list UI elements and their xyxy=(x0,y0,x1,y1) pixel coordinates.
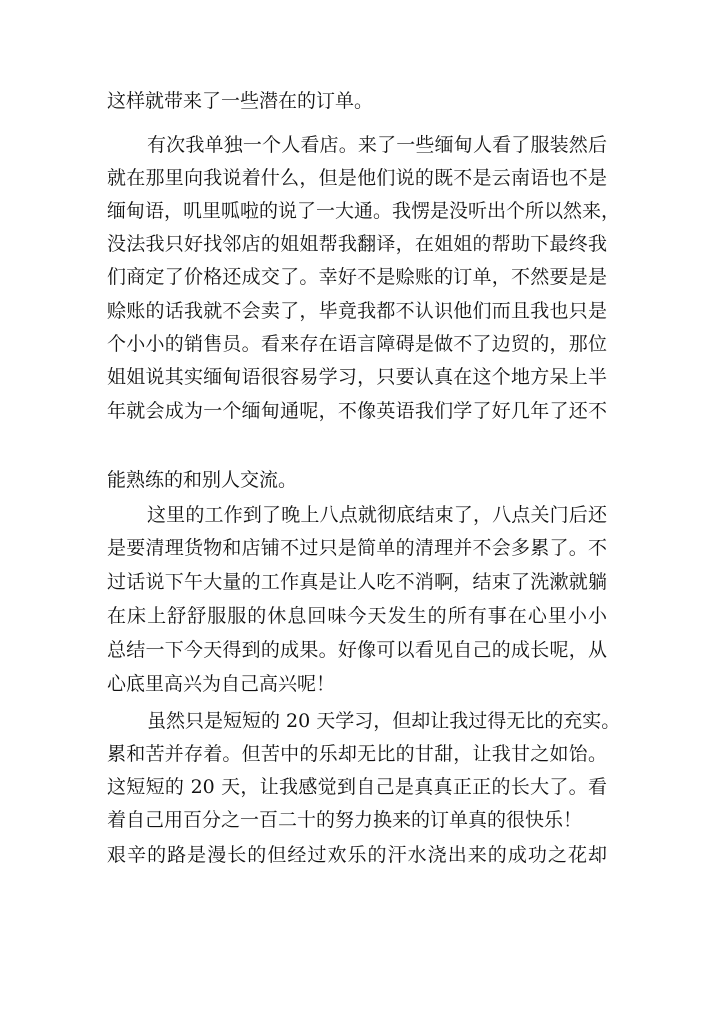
text-line: 这里的工作到了晚上八点就彻底结束了，八点关门后还 xyxy=(147,504,607,526)
text-line: 艰辛的路是漫长的但经过欢乐的汗水浇出来的成功之花却 xyxy=(107,844,607,866)
text-line: 个小小的销售员。看来存在语言障碍是做不了边贸的，那位 xyxy=(107,333,607,355)
text-line: 赊账的话我就不会卖了，毕竟我都不认识他们而且我也只是 xyxy=(107,300,607,322)
text-line: 们商定了价格还成交了。幸好不是赊账的订单，不然要是是 xyxy=(107,266,607,288)
text-line: 这样就带来了一些潜在的订单。 xyxy=(107,90,374,112)
text-line: 就在那里向我说着什么，但是他们说的既不是云南语也不是 xyxy=(107,167,607,189)
text-line: 心底里高兴为自己高兴呢！ xyxy=(107,673,336,695)
text-line: 能熟练的和别人交流。 xyxy=(107,469,298,491)
text-line: 过话说下午大量的工作真是让人吃不消啊，结束了洗漱就躺 xyxy=(107,571,607,593)
text-line: 在床上舒舒服服的休息回味今天发生的所有事在心里小小 xyxy=(107,605,607,627)
text-line: 是要清理货物和店铺不过只是简单的清理并不会多累了。不 xyxy=(107,537,607,559)
text-line: 姐姐说其实缅甸语很容易学习，只要认真在这个地方呆上半 xyxy=(107,366,607,388)
text-line: 虽然只是短短的 20 天学习，但却让我过得无比的充实。 xyxy=(147,710,621,732)
text-line: 年就会成为一个缅甸通呢，不像英语我们学了好几年了还不 xyxy=(107,400,607,422)
text-line: 没法我只好找邻店的姐姐帮我翻译，在姐姐的帮助下最终我 xyxy=(107,233,607,255)
text-line: 总结一下今天得到的成果。好像可以看见自己的成长呢，从 xyxy=(107,639,607,661)
text-line: 累和苦并存着。但苦中的乐却无比的甘甜，让我甘之如饴。 xyxy=(107,743,607,765)
text-line: 缅甸语，叽里呱啦的说了一大通。我愣是没听出个所以然来， xyxy=(107,200,621,222)
text-line: 这短短的 20 天，让我感觉到自己是真真正正的长大了。看 xyxy=(107,776,607,798)
text-line: 有次我单独一个人看店。来了一些缅甸人看了服装然后 xyxy=(147,134,607,156)
text-line: 着自己用百分之一百二十的努力换来的订单真的很快乐！ xyxy=(107,809,583,831)
